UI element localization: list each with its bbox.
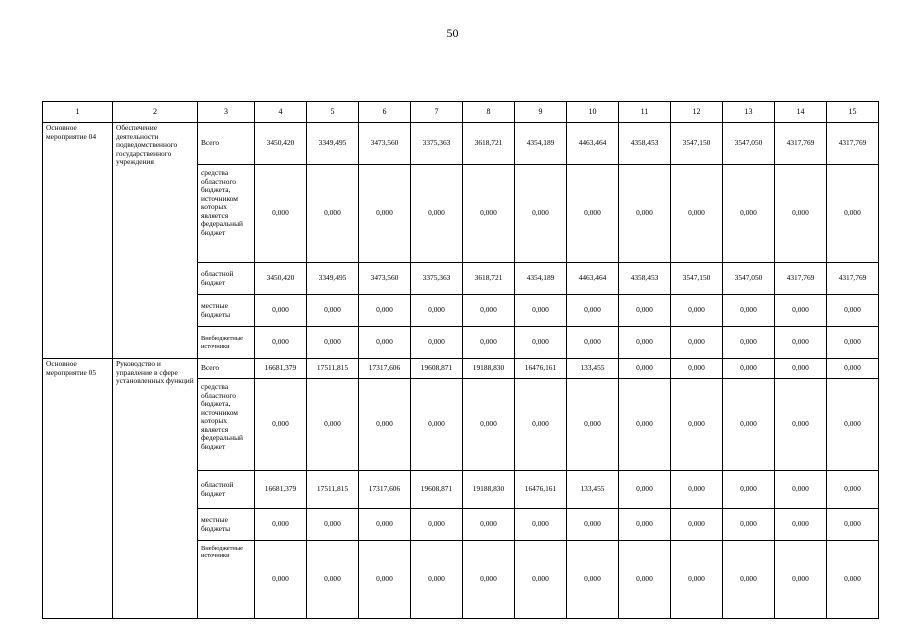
value-cell: 0,000 [619, 509, 671, 541]
value-cell: 0,000 [723, 541, 775, 619]
value-cell: 0,000 [671, 295, 723, 327]
value-cell: 0,000 [411, 165, 463, 263]
value-cell: 0,000 [359, 165, 411, 263]
column-header: 12 [671, 102, 723, 123]
value-cell: 0,000 [359, 541, 411, 619]
value-cell: 0,000 [567, 509, 619, 541]
column-header: 14 [775, 102, 827, 123]
value-cell: 0,000 [463, 379, 515, 471]
column-header: 1 [43, 102, 113, 123]
value-cell: 0,000 [307, 295, 359, 327]
value-cell: 3375,363 [411, 263, 463, 295]
value-cell: 19188,830 [463, 359, 515, 379]
value-cell: 0,000 [411, 295, 463, 327]
value-cell: 0,000 [723, 471, 775, 509]
value-cell: 0,000 [775, 359, 827, 379]
value-cell: 16681,379 [255, 471, 307, 509]
value-cell: 4358,453 [619, 123, 671, 165]
value-cell: 0,000 [827, 295, 879, 327]
value-cell: 0,000 [671, 359, 723, 379]
value-cell: 0,000 [671, 379, 723, 471]
value-cell: 133,455 [567, 359, 619, 379]
value-cell: 16476,161 [515, 471, 567, 509]
value-cell: 0,000 [255, 541, 307, 619]
page-number: 50 [446, 26, 459, 40]
value-cell: 0,000 [723, 165, 775, 263]
value-cell: 0,000 [567, 379, 619, 471]
value-cell: 0,000 [775, 295, 827, 327]
value-cell: 0,000 [827, 509, 879, 541]
value-cell: 19608,871 [411, 471, 463, 509]
funding-source: средства областного бюджета, источником которых является федеральный бюджет [198, 165, 255, 263]
value-cell: 0,000 [827, 471, 879, 509]
value-cell: 3349,495 [307, 123, 359, 165]
value-cell: 0,000 [671, 327, 723, 359]
value-cell: 133,455 [567, 471, 619, 509]
column-header: 3 [198, 102, 255, 123]
value-cell: 0,000 [619, 541, 671, 619]
value-cell: 0,000 [567, 295, 619, 327]
value-cell: 0,000 [255, 165, 307, 263]
value-cell: 0,000 [307, 327, 359, 359]
table-row [43, 123, 879, 165]
value-cell: 16476,161 [515, 359, 567, 379]
value-cell: 0,000 [255, 379, 307, 471]
value-cell: 0,000 [775, 165, 827, 263]
funding-source: Всего [198, 123, 255, 165]
value-cell: 17317,606 [359, 359, 411, 379]
header-row [43, 102, 879, 123]
value-cell: 0,000 [307, 541, 359, 619]
value-cell: 0,000 [775, 379, 827, 471]
value-cell: 17511,815 [307, 471, 359, 509]
value-cell: 0,000 [827, 379, 879, 471]
value-cell: 0,000 [567, 165, 619, 263]
budget-table [42, 101, 879, 619]
column-header: 13 [723, 102, 775, 123]
value-cell: 0,000 [671, 471, 723, 509]
value-cell: 0,000 [723, 327, 775, 359]
value-cell: 0,000 [827, 327, 879, 359]
value-cell: 0,000 [723, 509, 775, 541]
column-header: 4 [255, 102, 307, 123]
value-cell: 0,000 [567, 541, 619, 619]
value-cell: 0,000 [619, 165, 671, 263]
funding-source: Внебюджетные источники [198, 327, 255, 359]
value-cell: 0,000 [723, 379, 775, 471]
value-cell: 0,000 [463, 327, 515, 359]
value-cell: 0,000 [463, 295, 515, 327]
value-cell: 0,000 [515, 327, 567, 359]
value-cell: 0,000 [463, 541, 515, 619]
value-cell: 0,000 [775, 541, 827, 619]
value-cell: 0,000 [619, 379, 671, 471]
value-cell: 16681,379 [255, 359, 307, 379]
value-cell: 0,000 [619, 359, 671, 379]
value-cell: 0,000 [463, 509, 515, 541]
value-cell: 19608,871 [411, 359, 463, 379]
value-cell: 3473,560 [359, 123, 411, 165]
measure-name: Основное мероприятие 05 [43, 359, 113, 619]
value-cell: 0,000 [775, 327, 827, 359]
value-cell: 0,000 [827, 165, 879, 263]
funding-source: областной бюджет [198, 263, 255, 295]
value-cell: 0,000 [775, 471, 827, 509]
column-header: 5 [307, 102, 359, 123]
value-cell: 3618,721 [463, 263, 515, 295]
value-cell: 0,000 [723, 295, 775, 327]
column-header: 11 [619, 102, 671, 123]
value-cell: 3473,560 [359, 263, 411, 295]
funding-source: местные бюджеты [198, 509, 255, 541]
value-cell: 0,000 [619, 295, 671, 327]
value-cell: 0,000 [307, 165, 359, 263]
value-cell: 4358,453 [619, 263, 671, 295]
value-cell: 4463,464 [567, 123, 619, 165]
funding-source: местные бюджеты [198, 295, 255, 327]
value-cell: 0,000 [827, 541, 879, 619]
value-cell: 3349,495 [307, 263, 359, 295]
value-cell: 0,000 [359, 295, 411, 327]
value-cell: 3450,420 [255, 123, 307, 165]
value-cell: 0,000 [567, 327, 619, 359]
value-cell: 0,000 [671, 509, 723, 541]
value-cell: 0,000 [515, 165, 567, 263]
value-cell: 17511,815 [307, 359, 359, 379]
value-cell: 0,000 [671, 165, 723, 263]
value-cell: 4317,769 [775, 123, 827, 165]
column-header: 10 [567, 102, 619, 123]
measure-name: Основное мероприятие 04 [43, 123, 113, 359]
value-cell: 4317,769 [775, 263, 827, 295]
measure-description: Руководство и управление в сфере установленных функций [113, 359, 198, 619]
value-cell: 0,000 [463, 165, 515, 263]
funding-source: областной бюджет [198, 471, 255, 509]
value-cell: 0,000 [255, 509, 307, 541]
value-cell: 0,000 [671, 541, 723, 619]
value-cell: 0,000 [411, 541, 463, 619]
value-cell: 3450,420 [255, 263, 307, 295]
funding-source: Всего [198, 359, 255, 379]
value-cell: 0,000 [515, 295, 567, 327]
value-cell: 0,000 [723, 359, 775, 379]
value-cell: 3547,150 [671, 123, 723, 165]
value-cell: 0,000 [411, 379, 463, 471]
value-cell: 3375,363 [411, 123, 463, 165]
table-row [43, 359, 879, 379]
value-cell: 4354,189 [515, 123, 567, 165]
value-cell: 0,000 [619, 471, 671, 509]
value-cell: 0,000 [255, 295, 307, 327]
funding-source: Внебюджетные источники [198, 541, 255, 619]
value-cell: 4317,769 [827, 263, 879, 295]
value-cell: 0,000 [515, 509, 567, 541]
value-cell: 0,000 [515, 541, 567, 619]
column-header: 8 [463, 102, 515, 123]
value-cell: 0,000 [827, 359, 879, 379]
value-cell: 0,000 [619, 327, 671, 359]
value-cell: 4463,464 [567, 263, 619, 295]
value-cell: 3547,050 [723, 123, 775, 165]
value-cell: 0,000 [515, 379, 567, 471]
value-cell: 3547,050 [723, 263, 775, 295]
value-cell: 17317,606 [359, 471, 411, 509]
column-header: 7 [411, 102, 463, 123]
value-cell: 3618,721 [463, 123, 515, 165]
value-cell: 0,000 [255, 327, 307, 359]
value-cell: 0,000 [307, 509, 359, 541]
column-header: 15 [827, 102, 879, 123]
measure-description: Обеспечение деятельности подведомственного государственного учреждения [113, 123, 198, 359]
value-cell: 0,000 [307, 379, 359, 471]
column-header: 9 [515, 102, 567, 123]
value-cell: 4317,769 [827, 123, 879, 165]
column-header: 2 [113, 102, 198, 123]
value-cell: 0,000 [359, 379, 411, 471]
value-cell: 0,000 [359, 509, 411, 541]
value-cell: 0,000 [359, 327, 411, 359]
funding-source: средства областного бюджета, источником которых является федеральный бюджет [198, 379, 255, 471]
value-cell: 4354,189 [515, 263, 567, 295]
value-cell: 19188,830 [463, 471, 515, 509]
value-cell: 3547,150 [671, 263, 723, 295]
value-cell: 0,000 [411, 327, 463, 359]
value-cell: 0,000 [775, 509, 827, 541]
column-header: 6 [359, 102, 411, 123]
value-cell: 0,000 [411, 509, 463, 541]
